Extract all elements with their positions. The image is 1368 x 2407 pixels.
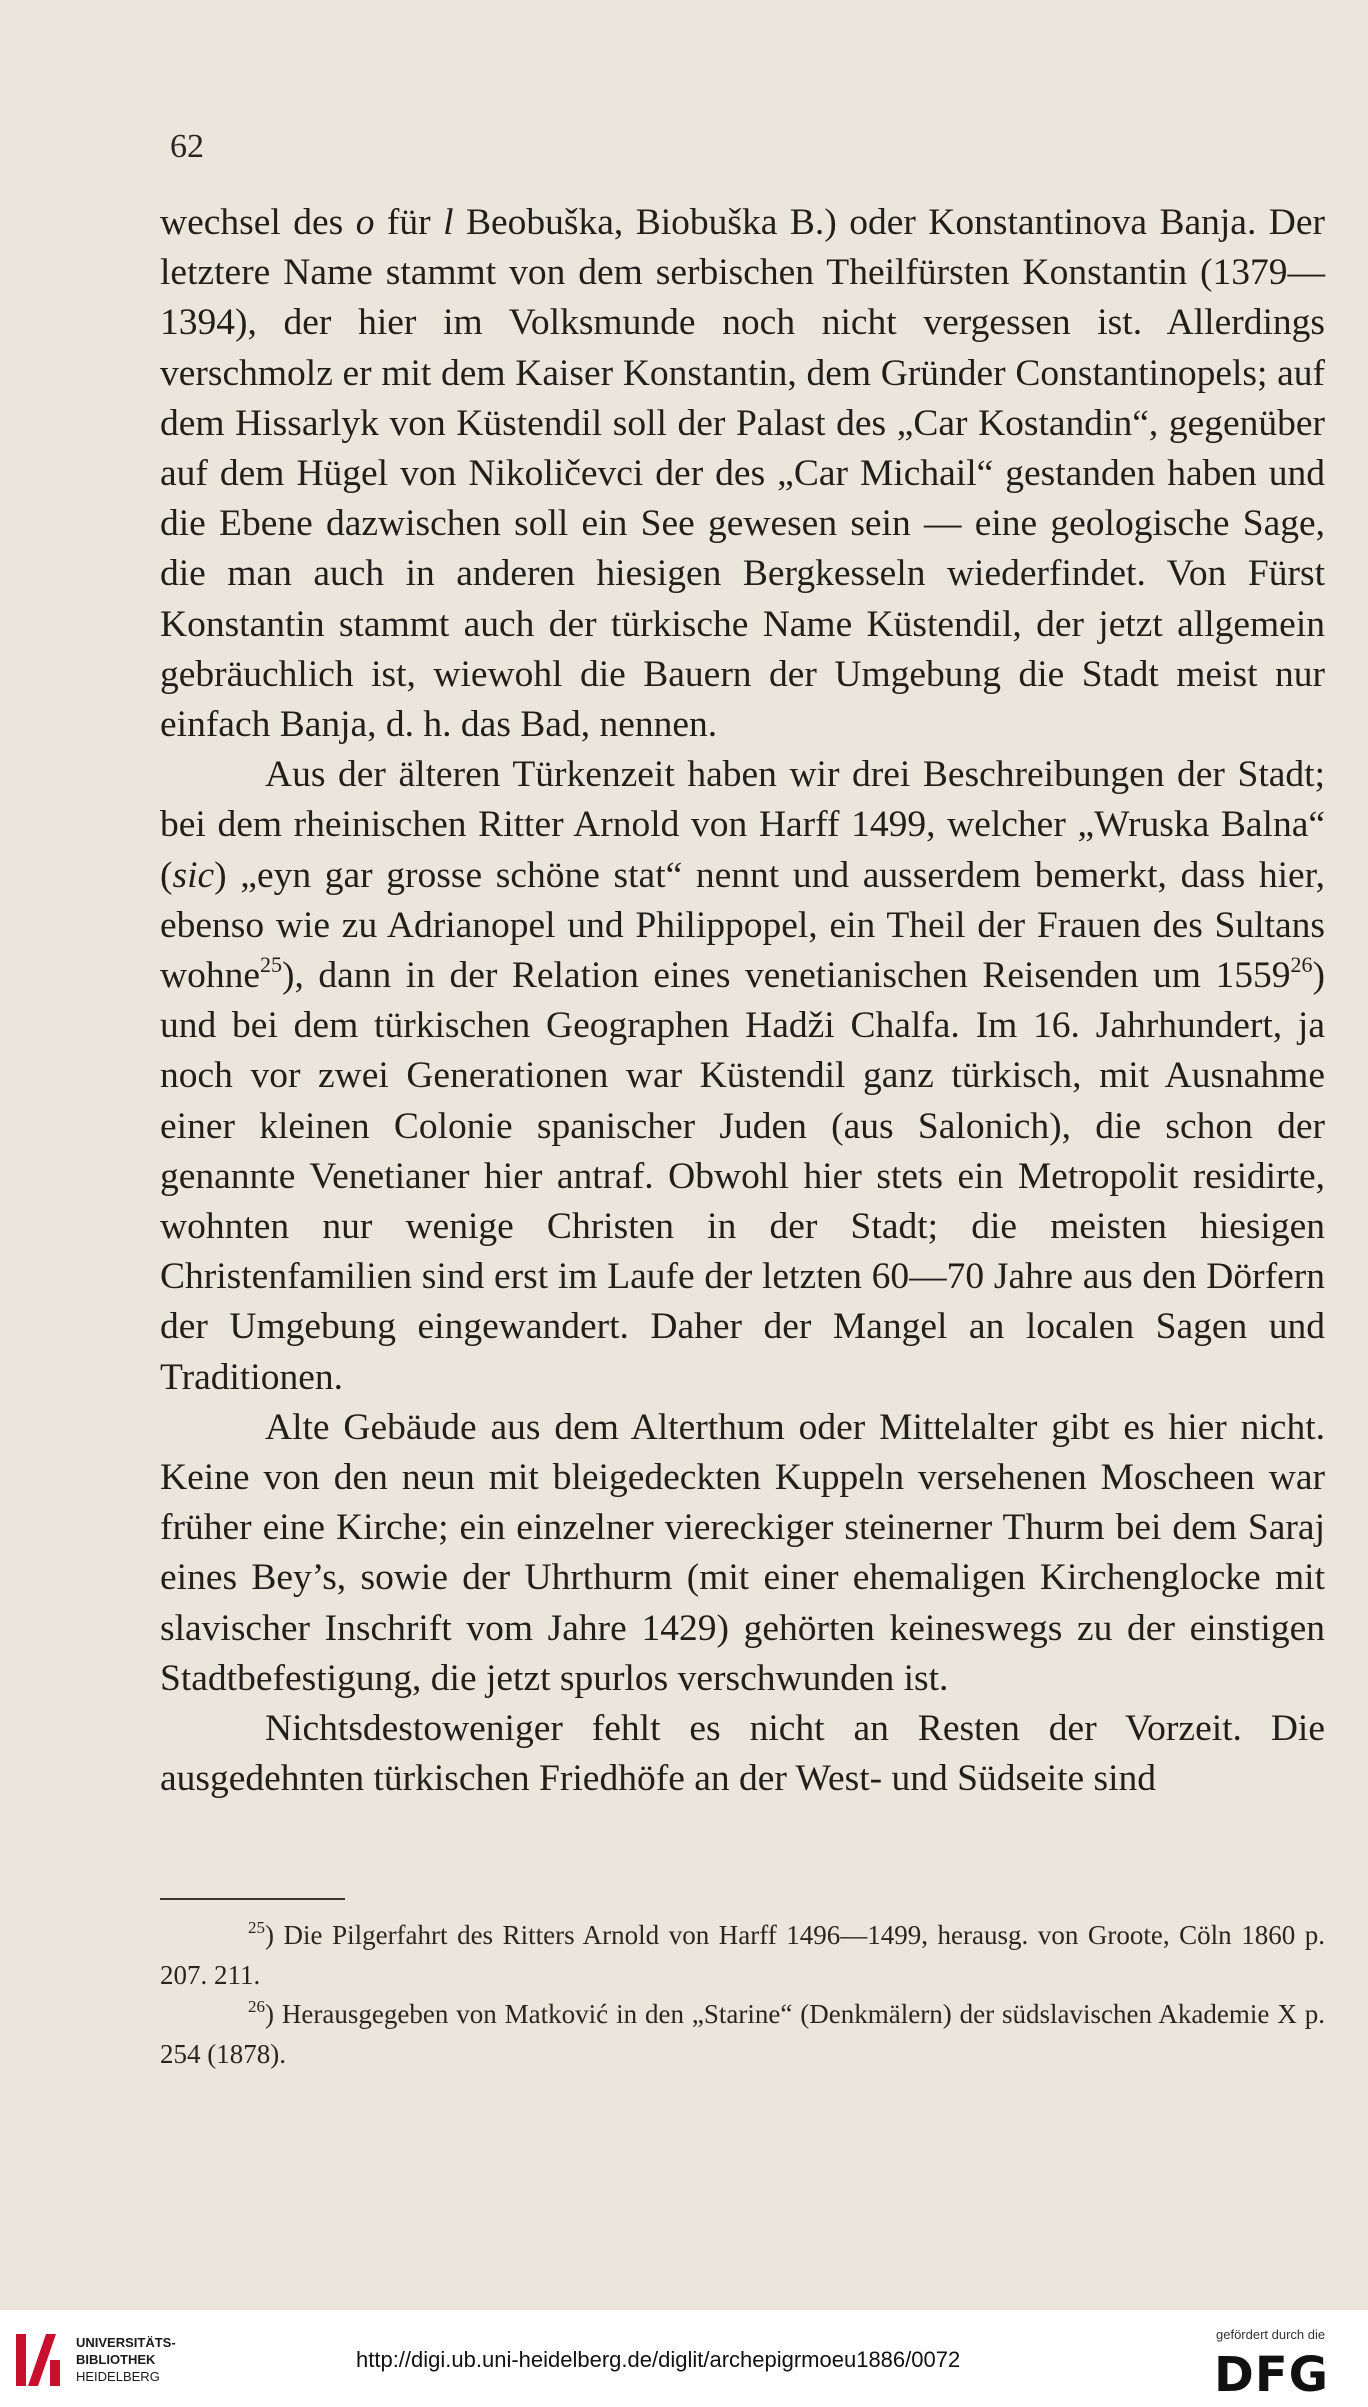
paragraph-1: wechsel des o für l Beobuška, Biobuška B.) oder Konstantinova Banja. Der letztere Name stammt von dem serbischen Theilfürsten Konstantin (1379—1394), der hier im Volksmunde noch nicht vergessen ist. Allerdings verschmolz er mit dem Kaiser Konstantin, dem Gründer Constantinopels; auf dem Hissarlyk von Küstendil soll der Palast des „Car Kostandin“, gegenüber auf dem Hügel von Nikoličevci der des „Car Michail“ gestanden haben und die Ebene dazwischen soll ein See gewesen sein — eine geologische Sage, die man auch in anderen hiesigen Bergkesseln wiederfindet. Von Fürst Konstantin stammt auch der türkische Name Küstendil, der jetzt allgemein gebräuchlich ist, wiewohl die Bauern der Umgebung die Stadt meist nur einfach Banja, d. h. das Bad, nennen. [160,202,1325,746]
footnote-26: $^{26}$) Herausgegeben von Matković in den „Starine“ (Denkmälern) der südslavischen Akademie X p. 254 (1878). [160,1997,1325,2069]
library-name-line2: BIBLIOTHEK [76,2352,156,2367]
dfg-logo: DFG [1214,2347,1330,2403]
university-library-logo-icon [14,2330,66,2390]
sponsor-caption: gefördert durch die [1216,2327,1326,2342]
body-text [160,198,1325,1805]
paragraph-2: Aus der älteren Türkenzeit haben wir drei Beschreibungen der Stadt; bei dem rheinischen Ritter Arnold von Harff 1499, welcher „Wruska Balna“ (sic) „eyn gar grosse schöne stat“ nennt und ausserdem bemerkt, dass hier, ebenso wie zu Adrianopel und Philippopel, ein Theil der Frauen des Sultans wohne$^{25}$), dann in der Relation eines venetianischen Reisenden um 1559$^{26}$) und bei dem türkischen Geographen Hadži Chalfa. Im 16. Jahrhundert, ja noch vor zwei Generationen war Küstendil ganz türkisch, mit Ausnahme einer kleinen Colonie spanischer Juden (aus Salonich), die schon der genannte Venetianer hier antraf. Obwohl hier stets ein Metropolit residirte, wohnten nur wenige Christen in der Stadt; die meisten hiesigen Christenfamilien sind erst im Laufe der letzten 60—70 Jahre aus den Dörfern der Umgebung eingewandert. Daher der Mangel an localen Sagen und Traditionen. [160,754,1325,1398]
paragraph-3: Alte Gebäude aus dem Alterthum oder Mittelalter gibt es hier nicht. Keine von den neun mit bleigedeckten Kuppeln versehenen Moscheen war früher eine Kirche; ein einzelner viereckiger steinerner Thurm bei dem Saraj eines Bey’s, sowie der Uhrthurm (mit einer ehemaligen Kirchenglocke mit slavischer Inschrift vom Jahre 1429) gehörten keineswegs zu der einstigen Stadtbefestigung, die jetzt spurlos verschwunden ist. [160,1406,1325,1699]
library-name [76,2334,176,2385]
page-number: 62 [170,128,204,165]
footnote-divider [160,1898,345,1900]
library-name-line1: UNIVERSITÄTS- [76,2335,176,2350]
library-name-line3: HEIDELBERG [76,2369,160,2384]
permalink-url[interactable]: http://digi.ub.uni-heidelberg.de/diglit/archepigrmoeu1886/0072 [356,2347,961,2372]
footnotes [160,1916,1325,2074]
footnote-25: $^{25}$) Die Pilgerfahrt des Ritters Arnold von Harff 1496—1499, herausg. von Groote, Cöln 1860 p. 207. 211. [160,1918,1325,1990]
paragraph-4: Nichtsdestoweniger fehlt es nicht an Resten der Vorzeit. Die ausgedehnten türkischen Friedhöfe an der West- und Südseite sind [160,1708,1325,1800]
